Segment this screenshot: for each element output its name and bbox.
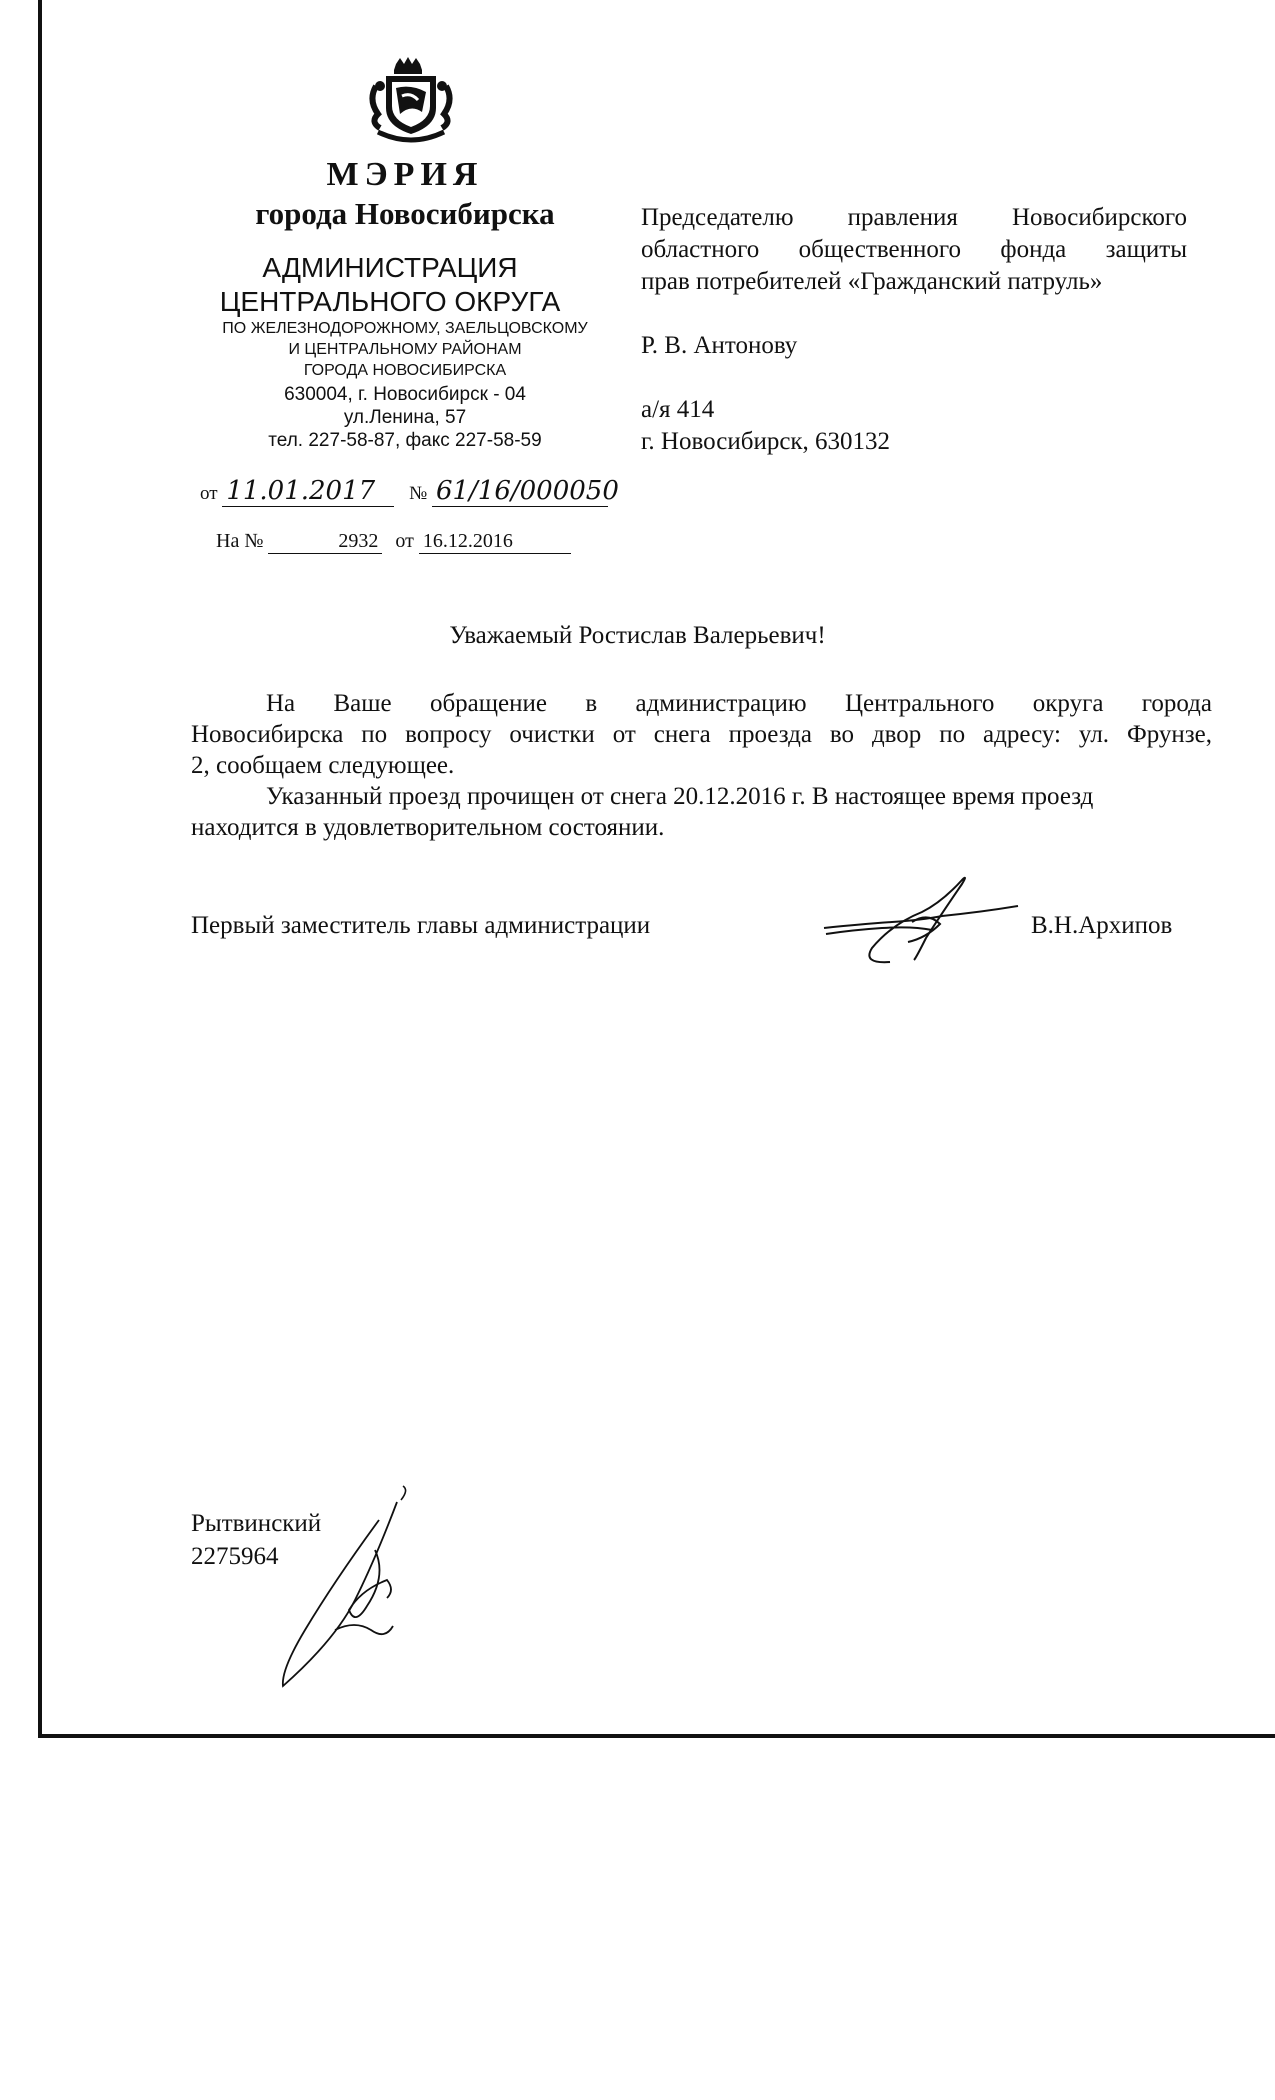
header-meria: МЭРИЯ xyxy=(326,156,484,193)
executor-phone: 2275964 xyxy=(191,1543,279,1570)
header-administration: АДМИНИСТРАЦИЯ xyxy=(262,252,518,283)
outgoing-date-handwritten: 11.01.2017 xyxy=(222,476,394,507)
incoming-number: 2932 xyxy=(268,530,382,554)
body-p1-line3: 2, сообщаем следующее. xyxy=(191,752,455,779)
header-districts-line3: ГОРОДА НОВОСИБИРСКА xyxy=(303,362,507,379)
recipient-block xyxy=(641,202,1187,298)
header-city: города Новосибирска xyxy=(255,196,555,231)
outgoing-number-handwritten: 61/16/000050 xyxy=(432,476,608,507)
incoming-reference xyxy=(216,530,571,554)
scan-border-bottom xyxy=(38,1734,1275,1738)
recipient-line1: Председателю правления Новосибирского xyxy=(641,204,1187,231)
outgoing-number-label: № xyxy=(409,483,428,504)
incoming-date-label: от xyxy=(395,530,414,552)
executor-name: Рытвинский xyxy=(191,1510,322,1537)
header-address-line1: 630004, г. Новосибирск - 04 xyxy=(284,384,526,405)
recipient-line3: прав потребителей «Гражданский патруль» xyxy=(641,268,1103,295)
incoming-on-label: На № xyxy=(216,530,264,552)
signer-name: В.Н.Архипов xyxy=(1031,912,1173,939)
body-p2-line2: находится в удовлетворительном состоянии. xyxy=(191,814,665,841)
letter-body xyxy=(191,688,1212,843)
header-districts-line1: ПО ЖЕЛЕЗНОДОРОЖНОМУ, ЗАЕЛЬЦОВСКОМУ xyxy=(222,320,588,337)
executor-signature xyxy=(275,1480,415,1690)
outgoing-registration xyxy=(200,476,619,507)
recipient-line2: областного общественного фонда защиты xyxy=(641,236,1187,263)
header-phone: тел. 227-58-87, факс 227-58-59 xyxy=(268,430,542,451)
signer-position: Первый заместитель главы администрации xyxy=(191,912,651,939)
body-p2-line1: Указанный проезд прочищен от снега 20.12.2016 г. В настоящее время проезд xyxy=(266,783,1094,810)
body-p1-line2: Новосибирска по вопросу очистки от снега проезда во двор по адресу: ул. Фрунзе, xyxy=(191,721,1212,748)
greeting: Уважаемый Ростислав Валерьевич! xyxy=(449,622,826,649)
recipient-name: Р. В. Антонову xyxy=(641,332,798,359)
header-address-line2: ул.Ленина, 57 xyxy=(343,407,467,428)
header-central-okrug: ЦЕНТРАЛЬНОГО ОКРУГА xyxy=(219,286,561,317)
scan-border-left xyxy=(38,0,42,1738)
header-districts-line2: И ЦЕНТРАЛЬНОМУ РАЙОНАМ xyxy=(288,341,522,358)
coat-of-arms-icon xyxy=(356,56,466,146)
outgoing-date-label: от xyxy=(200,483,218,504)
signature-handwritten xyxy=(822,872,1022,972)
recipient-city-zip: г. Новосибирск, 630132 xyxy=(641,428,891,455)
incoming-date: 16.12.2016 xyxy=(419,530,571,554)
recipient-po-box: а/я 414 xyxy=(641,396,715,423)
body-p1-line1: На Ваше обращение в администрацию Центрального округа города xyxy=(266,690,1212,717)
